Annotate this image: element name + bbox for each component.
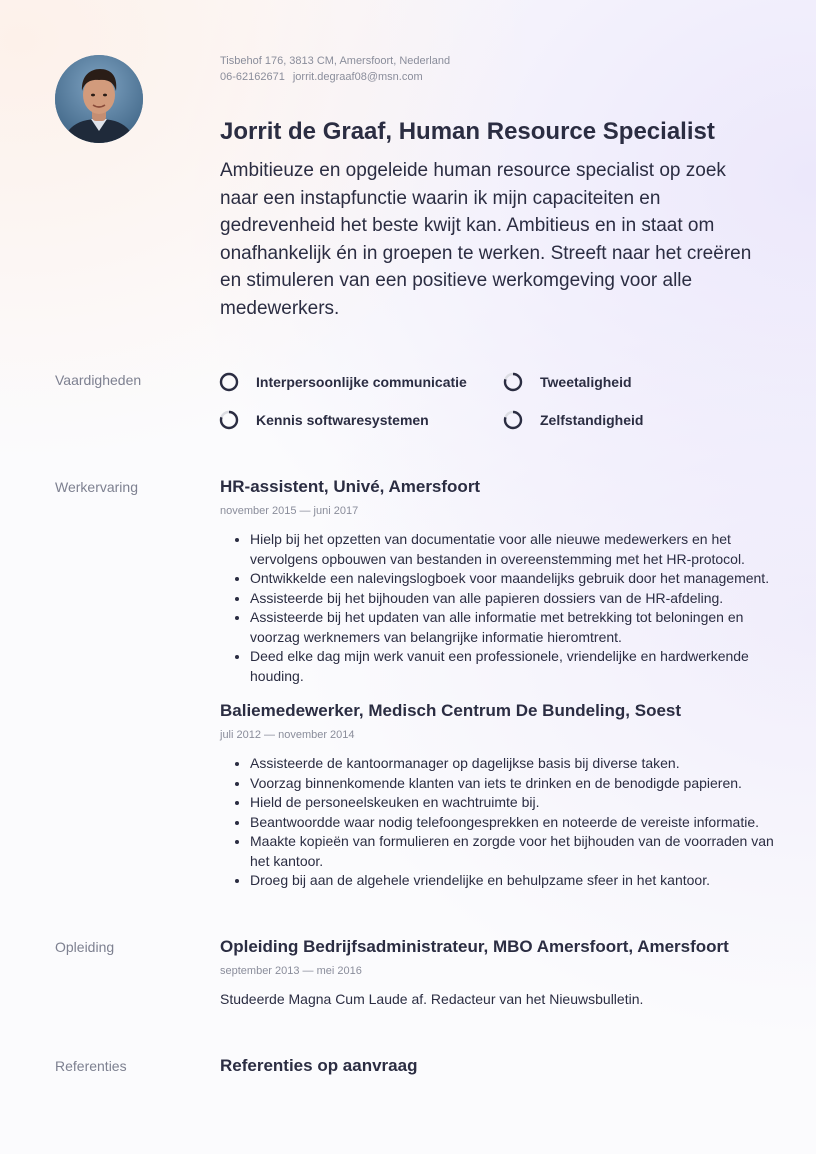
references-text: Referenties op aanvraag	[220, 1056, 418, 1075]
profile-photo	[55, 55, 143, 143]
profile-summary: Ambitieuze en opgeleide human resource specialist op zoek naar een instapfunctie waarin ik mijn capaciteiten en gedrevenheid het beste kwijt kan. Ambitieus en in staat om onafhankelijk én in groepen te werken. Streeft naar het creëren en stimuleren van een positieve werkomgeving voor alle medewerkers.	[220, 160, 752, 319]
list-item: • Assisteerde bij het updaten van alle informatie met betrekking tot beloningen en voorzag werknemers van belangrijke informatie hieromtrent.	[250, 608, 775, 647]
contact-line	[220, 71, 431, 83]
skill-level-ring-icon	[503, 410, 523, 430]
list-item: • Maakte kopieën van formulieren en zorgde voor het bijhouden van de voorraden van het kantoor.	[250, 832, 775, 871]
skill-label: Tweetaligheid	[540, 374, 632, 390]
contact-address: Tisbehof 176, 3813 CM, Amersfoort, Nederland	[220, 55, 451, 67]
contact-phone: 06-62162671	[220, 71, 285, 83]
list-item: • Hielp bij het opzetten van documentatie voor alle nieuwe medewerkers en het vervolgens opbouwen van bestanden in overeenstemming met het HR-protocol.	[250, 530, 775, 569]
skills-section-label: Vaardigheden	[55, 372, 142, 388]
job-dates: november 2015 — juni 2017	[220, 505, 359, 517]
education-description: Studeerde Magna Cum Laude af. Redacteur van het Nieuwsbulletin.	[220, 991, 644, 1007]
references-section-label: Referenties	[55, 1058, 127, 1074]
list-item: • Voorzag binnenkomende klanten van iets te drinken en de benodigde papieren.	[250, 774, 775, 794]
education-dates: september 2013 — mei 2016	[220, 965, 362, 977]
skill-item	[219, 372, 467, 392]
list-item: • Ontwikkelde een nalevingslogboek voor maandelijks gebruik door het management.	[250, 569, 775, 589]
skill-label: Interpersoonlijke communicatie	[256, 374, 467, 390]
person-portrait-icon	[55, 55, 143, 143]
skill-item	[503, 410, 643, 430]
skill-item	[503, 372, 632, 392]
skill-label: Kennis softwaresystemen	[256, 412, 429, 428]
experience-section-label: Werkervaring	[55, 479, 138, 495]
list-item: • Assisteerde bij het bijhouden van alle papieren dossiers van de HR-afdeling.	[250, 589, 775, 609]
skill-level-ring-icon	[219, 372, 239, 392]
skill-level-ring-icon	[503, 372, 523, 392]
list-item: • Droeg bij aan de algehele vriendelijke en behulpzame sfeer in het kantoor.	[250, 871, 775, 891]
list-item: • Deed elke dag mijn werk vanuit een professionele, vriendelijke en hardwerkende houding.	[250, 647, 775, 686]
list-item: • Beantwoordde waar nodig telefoongesprekken en noteerde de vereiste informatie.	[250, 813, 775, 833]
job-bullets	[232, 754, 775, 891]
skill-item	[219, 410, 429, 430]
job-title: Baliemedewerker, Medisch Centrum De Bundeling, Soest	[220, 701, 682, 720]
skill-level-ring-icon	[219, 410, 239, 430]
list-item: • Assisteerde de kantoormanager op dagelijkse basis bij diverse taken.	[250, 754, 775, 774]
education-section-label: Opleiding	[55, 939, 115, 955]
job-dates: juli 2012 — november 2014	[220, 729, 355, 741]
contact-email: jorrit.degraaf08@msn.com	[292, 71, 423, 83]
job-title: HR-assistent, Univé, Amersfoort	[220, 477, 481, 496]
page-title: Jorrit de Graaf, Human Resource Specialist	[220, 118, 715, 145]
list-item: • Hield de personeelskeuken en wachtruimte bij.	[250, 793, 775, 813]
skill-label: Zelfstandigheid	[540, 412, 644, 428]
job-bullets	[232, 530, 775, 686]
education-title: Opleiding Bedrijfsadministrateur, MBO Amersfoort, Amersfoort	[220, 937, 729, 956]
